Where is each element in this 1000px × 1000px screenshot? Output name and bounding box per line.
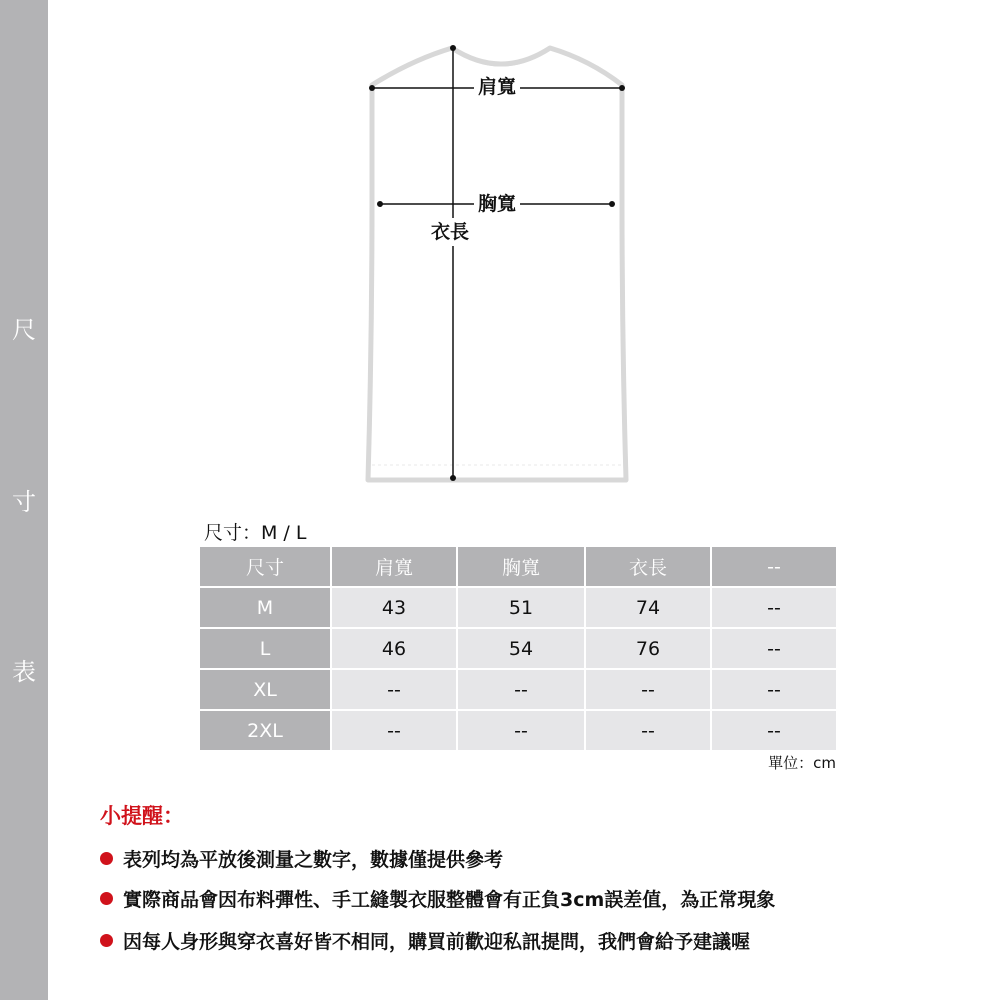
tip-text: 表列均為平放後測量之數字，數據僅提供參考 <box>123 849 504 871</box>
tip-item <box>100 885 775 912</box>
cell-length: 74 <box>586 588 712 629</box>
cell-shoulder: -- <box>332 711 458 752</box>
tip-item <box>100 845 503 872</box>
size-title: 尺寸：M / L <box>204 522 307 544</box>
header-shoulder: 肩寬 <box>332 547 458 588</box>
row-size: 2XL <box>200 711 332 752</box>
tip-text: 因每人身形與穿衣喜好皆不相同，購買前歡迎私訊提問，我們會給予建議喔 <box>123 931 751 953</box>
cell-shoulder: -- <box>332 670 458 711</box>
cell-shoulder: 43 <box>332 588 458 629</box>
tips-title: 小提醒： <box>100 804 184 828</box>
cell-chest: 54 <box>458 629 586 670</box>
header-length: 衣長 <box>586 547 712 588</box>
size-table <box>200 547 838 752</box>
sidebar-char-1: 尺 <box>12 316 36 344</box>
bullet-dot-icon <box>100 892 113 905</box>
cell-length: -- <box>586 711 712 752</box>
cell-length: 76 <box>586 629 712 670</box>
table-row <box>200 629 838 670</box>
cell-chest: -- <box>458 670 586 711</box>
tip-text: 實際商品會因布料彈性、手工縫製衣服整體會有正負3cm誤差值，為正常現象 <box>123 889 776 911</box>
row-size: XL <box>200 670 332 711</box>
sidebar-char-2: 寸 <box>12 488 36 516</box>
table-row <box>200 670 838 711</box>
bullet-dot-icon <box>100 852 113 865</box>
cell-chest: 51 <box>458 588 586 629</box>
tip-item <box>100 927 750 954</box>
row-size: L <box>200 629 332 670</box>
cell-chest: -- <box>458 711 586 752</box>
table-row <box>200 711 838 752</box>
header-size: 尺寸 <box>200 547 332 588</box>
cell-extra: -- <box>712 670 838 711</box>
length-label: 衣長 <box>427 221 473 243</box>
unit-note: 單位：cm <box>768 754 836 772</box>
cell-shoulder: 46 <box>332 629 458 670</box>
row-size: M <box>200 588 332 629</box>
cell-extra: -- <box>712 711 838 752</box>
cell-length: -- <box>586 670 712 711</box>
table-row <box>200 588 838 629</box>
cell-extra: -- <box>712 629 838 670</box>
cell-extra: -- <box>712 588 838 629</box>
sidebar-char-3: 表 <box>12 658 36 686</box>
bullet-dot-icon <box>100 934 113 947</box>
header-chest: 胸寬 <box>458 547 586 588</box>
header-extra: -- <box>712 547 838 588</box>
chest-width-label: 胸寬 <box>474 193 520 215</box>
table-header-row <box>200 547 838 588</box>
shoulder-width-label: 肩寬 <box>474 76 520 98</box>
